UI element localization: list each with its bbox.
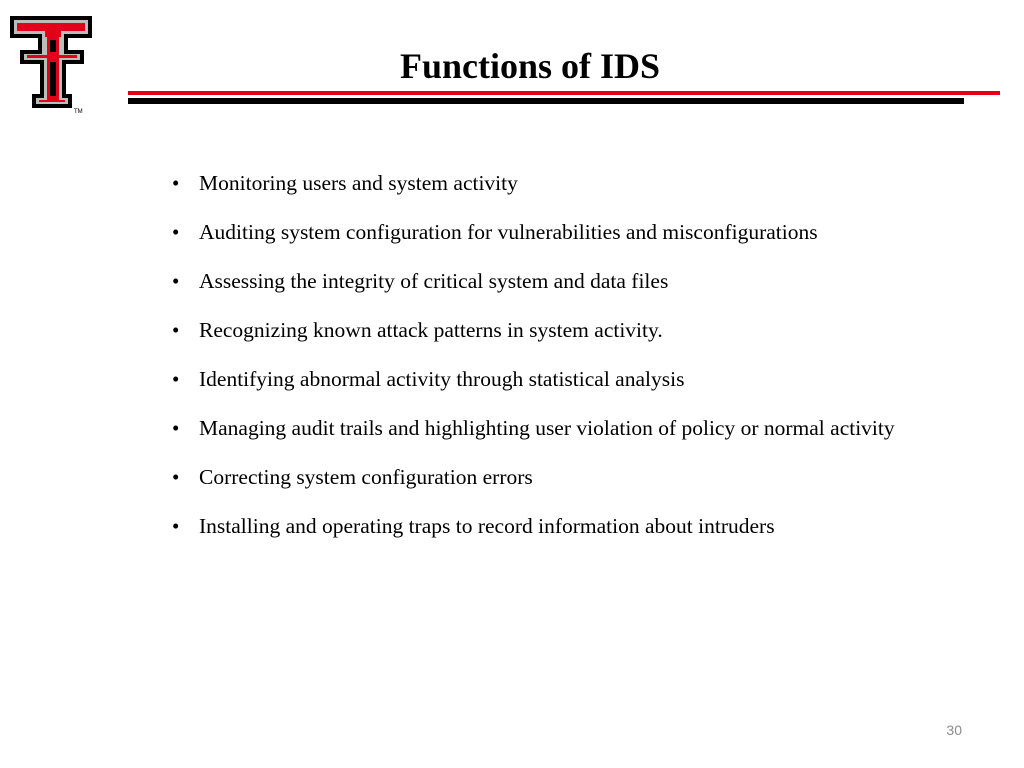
bullet-text: Assessing the integrity of critical system and data files [199,269,669,293]
trademark-mark: TM [74,109,83,114]
bullet-item [172,260,970,303]
bullet-text: Recognizing known attack patterns in system activity. [199,318,663,342]
bullet-item [172,358,970,401]
bullet-text: Correcting system configuration errors [199,465,533,489]
bullet-item [172,505,970,548]
double-t-logo-icon [8,14,100,114]
bullet-item [172,162,970,205]
bullet-icon: • [172,220,180,244]
bullet-text: Installing and operating traps to record information about intruders [199,514,775,538]
bullet-item [172,407,970,450]
bullet-text: Managing audit trails and highlighting user violation of policy or normal activity [199,416,895,440]
title-underline-black [128,98,964,104]
bullet-icon: • [172,416,180,440]
bullet-icon: • [172,465,180,489]
bullet-item [172,456,970,499]
bullet-icon: • [172,269,180,293]
bullet-text: Auditing system configuration for vulnerabilities and misconfigurations [199,220,818,244]
bullet-icon: • [172,367,180,391]
bullet-list [172,162,970,554]
bullet-icon: • [172,318,180,342]
bullet-icon: • [172,514,180,538]
bullet-icon: • [172,171,180,195]
bullet-text: Identifying abnormal activity through statistical analysis [199,367,685,391]
bullet-item [172,309,970,352]
bullet-item [172,211,970,254]
page-number: 30 [946,722,962,738]
slide-title: Functions of IDS [399,46,661,86]
title-underline-red [128,91,1000,95]
bullet-text: Monitoring users and system activity [199,171,518,195]
